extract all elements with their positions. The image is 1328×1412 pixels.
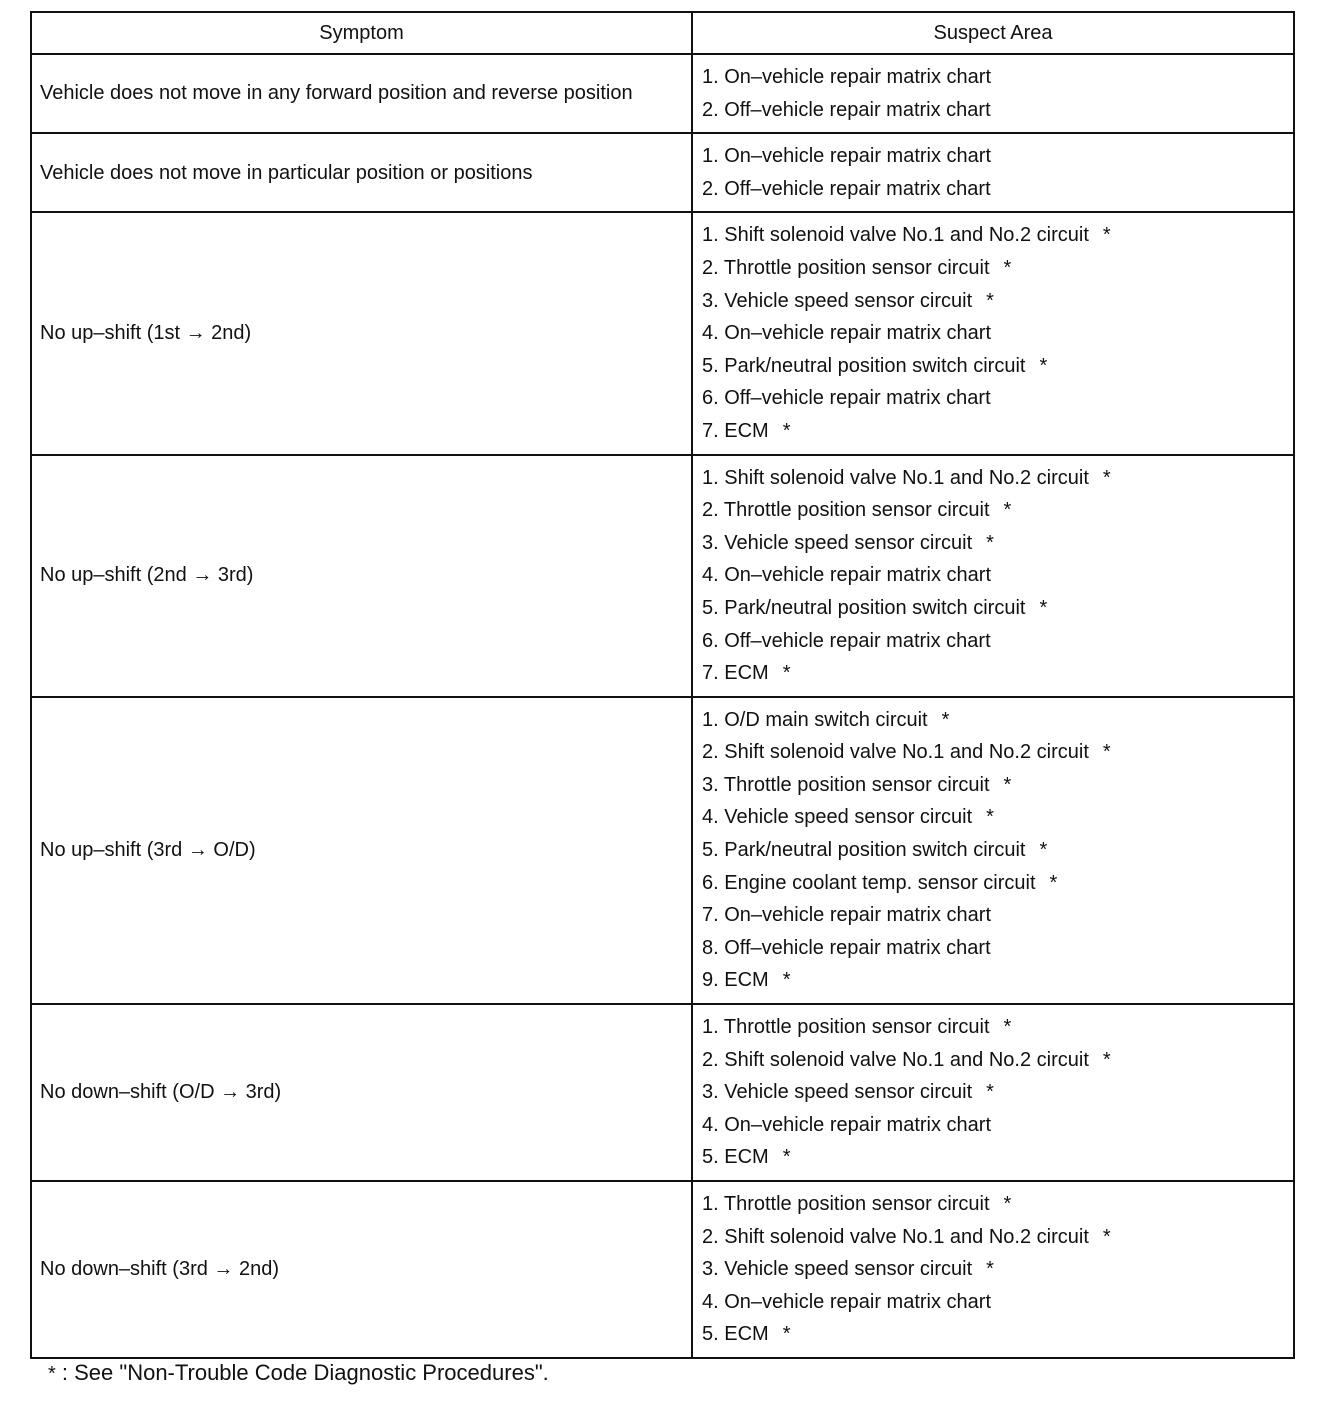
- suspect-item-text: 8. Off–vehicle repair matrix chart: [702, 936, 991, 959]
- suspect-item: [702, 1076, 1293, 1109]
- suspect-item: [702, 834, 1293, 867]
- asterisk-icon: *: [1039, 354, 1048, 377]
- suspect-item: [702, 415, 1293, 448]
- table-row: [31, 133, 1294, 212]
- suspect-item: [702, 350, 1293, 383]
- footnote-text: : See "Non-Trouble Code Diagnostic Procedures".: [55, 1360, 549, 1385]
- suspect-item: [702, 94, 1293, 127]
- suspect-item-text: 2. Off–vehicle repair matrix chart: [702, 177, 991, 200]
- suspect-item: [702, 1221, 1293, 1254]
- symptom-cell: No up–shift (1st → 2nd): [31, 212, 692, 454]
- symptom-table: [30, 11, 1295, 1359]
- suspect-item-text: 6. Off–vehicle repair matrix chart: [702, 629, 991, 652]
- asterisk-icon: *: [986, 289, 994, 312]
- suspect-item-text: 5. Park/neutral position switch circuit: [702, 839, 1026, 862]
- table-body: [31, 54, 1294, 1358]
- suspect-item-text: 4. On–vehicle repair matrix chart: [702, 322, 992, 345]
- suspect-item: [702, 382, 1293, 415]
- asterisk-icon: *: [1003, 499, 1012, 522]
- asterisk-icon: *: [782, 662, 791, 685]
- suspect-item: [702, 285, 1293, 318]
- symptom-cell: No up–shift (3rd → O/D): [31, 697, 692, 1004]
- suspect-item-text: 3. Throttle position sensor circuit: [702, 773, 990, 796]
- asterisk-icon: *: [782, 1323, 791, 1346]
- symptom-cell: Vehicle does not move in any forward position and reverse position: [31, 54, 692, 133]
- suspect-item: [702, 140, 1293, 173]
- suspect-item-text: 1. Throttle position sensor circuit: [702, 1016, 990, 1039]
- suspect-item: [702, 1188, 1293, 1221]
- suspect-item: [702, 867, 1293, 900]
- asterisk-icon: *: [1003, 256, 1012, 279]
- suspect-area-cell: [692, 54, 1294, 133]
- suspect-item: [702, 462, 1293, 495]
- suspect-item: [702, 173, 1293, 206]
- suspect-item-text: 7. ECM: [702, 662, 769, 685]
- suspect-item: [702, 801, 1293, 834]
- suspect-item-text: 4. Vehicle speed sensor circuit: [702, 806, 973, 829]
- suspect-item-text: 5. ECM: [702, 1146, 769, 1169]
- suspect-item-text: 5. Park/neutral position switch circuit: [702, 354, 1026, 377]
- suspect-item: [702, 704, 1293, 737]
- suspect-item: [702, 219, 1293, 252]
- suspect-item: [702, 252, 1293, 285]
- asterisk-icon: *: [986, 1081, 994, 1104]
- symptom-cell: Vehicle does not move in particular position or positions: [31, 133, 692, 212]
- suspect-item-text: 7. ECM: [702, 419, 769, 442]
- header-suspect-area: Suspect Area: [692, 12, 1294, 54]
- asterisk-icon: *: [941, 708, 950, 731]
- asterisk-icon: *: [986, 531, 994, 554]
- suspect-item-text: 3. Vehicle speed sensor circuit: [702, 1081, 973, 1104]
- table-row: [31, 697, 1294, 1004]
- suspect-item-text: 2. Shift solenoid valve No.1 and No.2 circuit: [702, 1048, 1089, 1071]
- symptom-cell: No down–shift (O/D → 3rd): [31, 1004, 692, 1181]
- table-row: [31, 1181, 1294, 1358]
- footnote: [48, 1360, 549, 1386]
- suspect-area-cell: [692, 1181, 1294, 1358]
- suspect-item: [702, 769, 1293, 802]
- suspect-item-text: 3. Vehicle speed sensor circuit: [702, 289, 973, 312]
- suspect-item-text: 1. Shift solenoid valve No.1 and No.2 circuit: [702, 224, 1089, 247]
- suspect-item: [702, 494, 1293, 527]
- suspect-item-text: 4. On–vehicle repair matrix chart: [702, 564, 992, 587]
- symptom-cell: No up–shift (2nd → 3rd): [31, 455, 692, 697]
- asterisk-icon: *: [1003, 1193, 1012, 1215]
- suspect-item: [702, 592, 1293, 625]
- suspect-item: [702, 1318, 1293, 1351]
- asterisk-icon: *: [1102, 1048, 1111, 1071]
- suspect-item: [702, 964, 1293, 997]
- suspect-area-cell: [692, 133, 1294, 212]
- suspect-item: [702, 61, 1293, 94]
- suspect-item-text: 3. Vehicle speed sensor circuit: [702, 531, 973, 554]
- suspect-item-text: 1. Shift solenoid valve No.1 and No.2 circuit: [702, 466, 1089, 489]
- suspect-item-text: 1. Throttle position sensor circuit: [702, 1193, 990, 1215]
- suspect-item: [702, 1141, 1293, 1174]
- suspect-item-text: 3. Vehicle speed sensor circuit: [702, 1258, 973, 1281]
- asterisk-icon: *: [782, 1146, 791, 1169]
- table-row: [31, 54, 1294, 133]
- suspect-item: [702, 657, 1293, 690]
- suspect-item-text: 4. On–vehicle repair matrix chart: [702, 1290, 992, 1313]
- asterisk-icon: *: [986, 806, 994, 829]
- asterisk-icon: *: [1102, 466, 1111, 489]
- asterisk-icon: *: [782, 969, 791, 992]
- suspect-item: [702, 736, 1293, 769]
- header-symptom: Symptom: [31, 12, 692, 54]
- table-row: [31, 1004, 1294, 1181]
- suspect-item-text: 9. ECM: [702, 969, 769, 992]
- asterisk-icon: *: [1003, 773, 1012, 796]
- suspect-area-cell: [692, 697, 1294, 1004]
- suspect-item-text: 2. Throttle position sensor circuit: [702, 499, 990, 522]
- suspect-item: [702, 527, 1293, 560]
- suspect-item-text: 7. On–vehicle repair matrix chart: [702, 904, 992, 927]
- asterisk-icon: *: [1102, 224, 1111, 247]
- asterisk-icon: *: [1049, 871, 1058, 894]
- suspect-item-text: 2. Throttle position sensor circuit: [702, 256, 990, 279]
- suspect-item-text: 5. ECM: [702, 1323, 769, 1346]
- suspect-item: [702, 899, 1293, 932]
- asterisk-icon: *: [1039, 839, 1048, 862]
- suspect-item-text: 4. On–vehicle repair matrix chart: [702, 1113, 992, 1136]
- asterisk-icon: *: [782, 419, 791, 442]
- table-row: [31, 212, 1294, 454]
- suspect-item-text: 1. O/D main switch circuit: [702, 708, 928, 731]
- asterisk-icon: *: [986, 1258, 994, 1281]
- suspect-item-text: 2. Off–vehicle repair matrix chart: [702, 98, 991, 121]
- header-row: [31, 12, 1294, 54]
- table-row: [31, 455, 1294, 697]
- asterisk-icon: *: [1039, 596, 1048, 619]
- asterisk-icon: *: [1102, 741, 1111, 764]
- suspect-item: [702, 1011, 1293, 1044]
- suspect-area-cell: [692, 455, 1294, 697]
- suspect-area-cell: [692, 212, 1294, 454]
- suspect-item: [702, 1253, 1293, 1286]
- suspect-item-text: 2. Shift solenoid valve No.1 and No.2 circuit: [702, 1225, 1089, 1248]
- suspect-item: [702, 1286, 1293, 1319]
- suspect-area-cell: [692, 1004, 1294, 1181]
- suspect-item: [702, 317, 1293, 350]
- suspect-item: [702, 559, 1293, 592]
- symptom-cell: No down–shift (3rd → 2nd): [31, 1181, 692, 1358]
- suspect-item-text: 2. Shift solenoid valve No.1 and No.2 circuit: [702, 741, 1089, 764]
- suspect-item-text: 6. Engine coolant temp. sensor circuit: [702, 871, 1036, 894]
- suspect-item-text: 1. On–vehicle repair matrix chart: [702, 66, 992, 88]
- suspect-item-text: 1. On–vehicle repair matrix chart: [702, 145, 992, 168]
- suspect-item-text: 6. Off–vehicle repair matrix chart: [702, 387, 991, 410]
- asterisk-icon: *: [1102, 1225, 1111, 1248]
- suspect-item: [702, 625, 1293, 658]
- suspect-item: [702, 932, 1293, 965]
- footnote-star-icon: *: [48, 1363, 56, 1385]
- suspect-item: [702, 1044, 1293, 1077]
- suspect-item: [702, 1109, 1293, 1142]
- suspect-item-text: 5. Park/neutral position switch circuit: [702, 596, 1026, 619]
- asterisk-icon: *: [1003, 1016, 1012, 1039]
